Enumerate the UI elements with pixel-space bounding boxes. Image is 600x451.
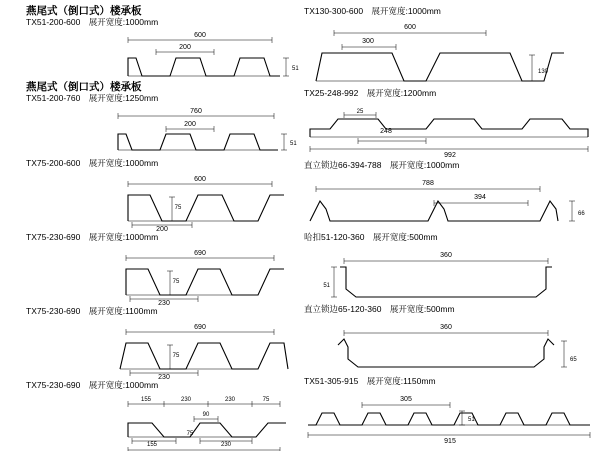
dim-overall-label: 915 bbox=[444, 438, 456, 445]
dim-web-label: 75 bbox=[186, 431, 194, 437]
dim-web-label: 75 bbox=[172, 279, 180, 285]
profile-item-tx51-305-915 bbox=[300, 376, 600, 447]
dim-top-label: 690 bbox=[194, 324, 206, 331]
dim-height-label: 66 bbox=[578, 211, 585, 217]
profile-model-spec bbox=[0, 158, 300, 169]
profile-spec: 展开宽度:1250mm bbox=[88, 93, 159, 103]
profile-figure bbox=[0, 391, 300, 451]
profile-model-spec bbox=[300, 376, 600, 387]
dim-height-label: 51 bbox=[468, 417, 475, 423]
dim-top-label: 600 bbox=[404, 24, 416, 31]
dim-height-label: 130 bbox=[538, 69, 549, 75]
profile-figure bbox=[300, 17, 600, 93]
dim-top-label: 305 bbox=[400, 396, 412, 403]
dim-seg3-label: 230 bbox=[224, 397, 236, 403]
profile-item-tx75-230-690-c bbox=[0, 380, 300, 451]
dim-bottom-seg1-label: 155 bbox=[146, 442, 158, 448]
dim-top-label: 992 bbox=[444, 152, 456, 159]
dim-seg1-label: 155 bbox=[140, 397, 152, 403]
profile-model: 直立锁边66-394-788 bbox=[304, 160, 382, 170]
profile-model-spec bbox=[300, 232, 600, 243]
profile-figure bbox=[300, 315, 600, 377]
profile-figure bbox=[300, 387, 600, 447]
dim-inner-label: 200 bbox=[156, 226, 168, 231]
profile-item-tx75-230-690-a bbox=[0, 232, 300, 305]
profile-spec: 展开宽度:1000mm bbox=[389, 160, 460, 170]
profile-item-haco-51-120-360 bbox=[300, 232, 600, 305]
profile-figure bbox=[0, 169, 300, 231]
dim-top-label: 600 bbox=[194, 32, 206, 39]
profile-figure bbox=[0, 243, 300, 305]
profile-model-spec bbox=[0, 380, 300, 391]
profile-item-lock-66-394-788 bbox=[300, 160, 600, 233]
profile-item-tx51-200-760 bbox=[0, 82, 300, 156]
left-column bbox=[0, 0, 300, 450]
right-column bbox=[300, 0, 600, 450]
dim-inner-label: 300 bbox=[362, 38, 374, 45]
profile-model-spec bbox=[300, 6, 600, 17]
dim-angle-label: 25 bbox=[356, 109, 364, 115]
dim-inner-label: 230 bbox=[158, 374, 170, 379]
profile-item-tx51-200-600 bbox=[0, 6, 300, 80]
dim-inner-label: 230 bbox=[158, 300, 170, 305]
dim-top-label: 760 bbox=[190, 108, 202, 115]
profile-model-spec bbox=[300, 304, 600, 315]
profile-spec: 展开宽度:1000mm bbox=[371, 6, 441, 16]
dim-inner-label: 200 bbox=[179, 44, 191, 51]
profile-spec: 展开宽度:500mm bbox=[389, 304, 455, 314]
dim-top-label: 600 bbox=[194, 176, 206, 183]
profile-item-lock-65-120-360 bbox=[300, 304, 600, 377]
profile-model: 哈扣51-120-360 bbox=[304, 232, 365, 242]
dim-height-label: 51 bbox=[323, 283, 330, 289]
dim-top-label: 690 bbox=[194, 250, 206, 257]
profile-item-tx75-200-600 bbox=[0, 158, 300, 231]
dim-mid-label: 90 bbox=[202, 412, 210, 418]
profile-spec: 展开宽度:1150mm bbox=[366, 376, 436, 386]
dim-web-label: 75 bbox=[174, 205, 182, 211]
profile-spec: 展开宽度:1000mm bbox=[88, 158, 159, 168]
dim-height-label: 65 bbox=[570, 357, 577, 363]
profile-model: TX75-230-690 bbox=[26, 306, 81, 316]
profile-figure bbox=[0, 28, 300, 80]
profile-model: TX75-230-690 bbox=[26, 380, 81, 390]
dim-height-label: 51 bbox=[292, 66, 299, 72]
profile-figure bbox=[0, 317, 300, 379]
profile-model-spec bbox=[300, 88, 600, 99]
profile-item-tx75-230-690-b bbox=[0, 306, 300, 379]
dim-inner-label: 394 bbox=[474, 194, 486, 201]
profile-model-spec bbox=[0, 17, 300, 28]
profile-figure bbox=[0, 104, 300, 156]
profile-model: TX51-200-600 bbox=[26, 17, 81, 27]
profile-model: TX75-200-600 bbox=[26, 158, 81, 168]
dim-inner-label: 200 bbox=[184, 121, 196, 128]
dim-top-label: 788 bbox=[422, 180, 434, 187]
dim-top-label: 360 bbox=[440, 252, 452, 259]
dim-top-label: 360 bbox=[440, 324, 452, 331]
profile-model-spec bbox=[0, 232, 300, 243]
profile-model: TX51-305-915 bbox=[304, 376, 359, 386]
profile-model: TX130-300-600 bbox=[304, 6, 364, 16]
profile-model-spec bbox=[0, 93, 300, 104]
profile-heading: 燕尾式（倒口式）楼承板 bbox=[26, 81, 142, 93]
profile-model: 直立锁边65-120-360 bbox=[304, 304, 382, 314]
profile-model: TX75-230-690 bbox=[26, 232, 81, 242]
profile-spec: 展开宽度:1000mm bbox=[88, 232, 159, 242]
profile-model-spec bbox=[0, 306, 300, 317]
profile-model: TX51-200-760 bbox=[26, 93, 81, 103]
dim-seg4-label: 75 bbox=[262, 397, 270, 403]
profile-model: TX25-248-992 bbox=[304, 88, 359, 98]
profile-spec: 展开宽度:1000mm bbox=[88, 17, 159, 27]
profile-heading: 燕尾式（倒口式）楼承板 bbox=[26, 5, 142, 17]
profile-item-tx25-248-992 bbox=[300, 88, 600, 161]
dim-inner-label: 248 bbox=[380, 128, 392, 135]
dim-bottom-seg2-label: 230 bbox=[220, 442, 232, 448]
profile-figure bbox=[300, 243, 600, 305]
profile-item-tx130-300-600 bbox=[300, 6, 600, 93]
profile-spec: 展开宽度:500mm bbox=[372, 232, 438, 242]
dim-web-label: 75 bbox=[172, 353, 180, 359]
profile-figure bbox=[300, 171, 600, 233]
profile-figure bbox=[300, 99, 600, 161]
profile-spec: 展开宽度:1000mm bbox=[88, 380, 159, 390]
dim-seg2-label: 230 bbox=[180, 397, 192, 403]
profile-model-spec bbox=[300, 160, 600, 171]
dim-height-label: 51 bbox=[290, 141, 297, 147]
profile-spec: 展开宽度:1200mm bbox=[366, 88, 437, 98]
profile-spec: 展开宽度:1100mm bbox=[88, 306, 158, 316]
